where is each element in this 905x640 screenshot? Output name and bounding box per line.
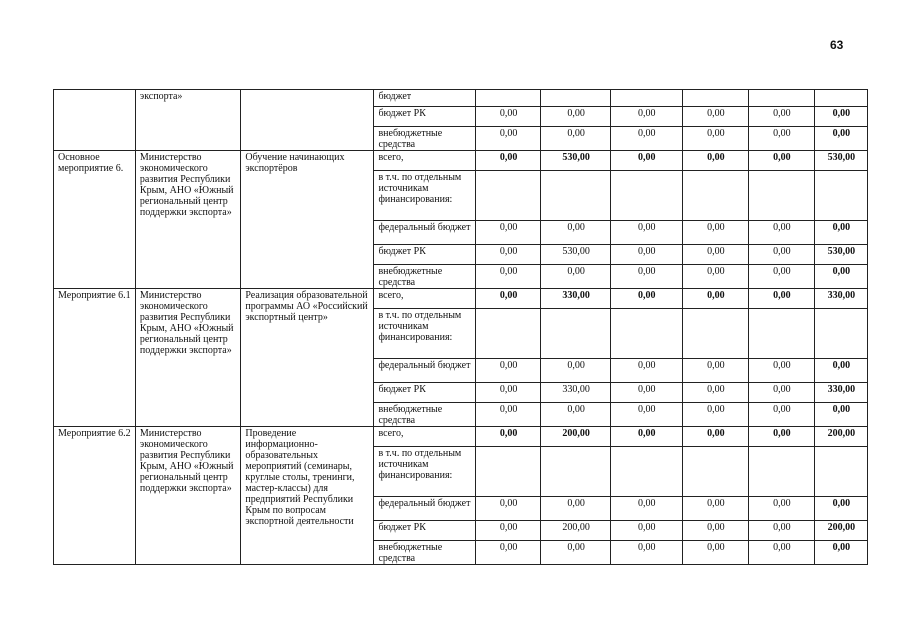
title-cell: Проведение информационно-образовательных мероприятий (семинары, круглые столы, тренинги, мастер-классы) для предприятий Республики Крым по вопросам экспортной деятельности (241, 427, 374, 565)
value-cell: 0,00 (610, 359, 682, 383)
total-cell: 0,00 (814, 359, 867, 383)
executor-cell: Министерство экономического развития Республики Крым, АНО «Южный региональный центр поддержки экспорта» (135, 151, 240, 289)
source-cell: внебюджетные средства (374, 127, 475, 151)
value-cell: 0,00 (475, 521, 541, 541)
value-cell (749, 171, 815, 221)
value-cell (682, 309, 749, 359)
value-cell: 0,00 (541, 265, 611, 289)
title-cell (241, 90, 374, 151)
value-cell (610, 309, 682, 359)
value-cell: 0,00 (475, 151, 541, 171)
value-cell: 0,00 (749, 107, 815, 127)
value-cell: 0,00 (682, 107, 749, 127)
total-cell: 330,00 (814, 383, 867, 403)
value-cell: 0,00 (610, 127, 682, 151)
value-cell (541, 309, 611, 359)
value-cell: 0,00 (682, 383, 749, 403)
source-cell: всего, (374, 427, 475, 447)
total-cell: 0,00 (814, 107, 867, 127)
value-cell: 0,00 (475, 403, 541, 427)
source-cell: бюджет РК (374, 107, 475, 127)
total-cell: 200,00 (814, 521, 867, 541)
total-cell (814, 447, 867, 497)
value-cell: 0,00 (610, 107, 682, 127)
total-cell: 0,00 (814, 127, 867, 151)
value-cell: 0,00 (682, 221, 749, 245)
financing-table (53, 89, 868, 565)
value-cell (749, 309, 815, 359)
value-cell: 0,00 (610, 151, 682, 171)
title-cell: Реализация образовательной программы АО «Российский экспортный центр» (241, 289, 374, 427)
value-cell: 0,00 (541, 127, 611, 151)
value-cell: 0,00 (475, 107, 541, 127)
total-cell (814, 90, 867, 107)
executor-text: экспорта» (139, 91, 183, 102)
total-cell (814, 171, 867, 221)
value-cell: 0,00 (610, 383, 682, 403)
value-cell: 0,00 (682, 541, 749, 565)
value-cell: 0,00 (682, 265, 749, 289)
table-body (54, 90, 868, 565)
measure-cell (54, 90, 136, 151)
value-cell (610, 447, 682, 497)
value-cell: 330,00 (541, 383, 611, 403)
total-cell: 0,00 (814, 541, 867, 565)
value-cell (749, 447, 815, 497)
value-cell: 0,00 (749, 289, 815, 309)
value-cell: 0,00 (475, 427, 541, 447)
value-cell: 0,00 (749, 541, 815, 565)
value-cell: 0,00 (749, 151, 815, 171)
table-row (54, 289, 868, 309)
source-cell: в т.ч. по отдельным источникам финансирования: (374, 447, 475, 497)
value-cell (475, 447, 541, 497)
measure-cell: Мероприятие 6.1 (54, 289, 136, 427)
value-cell (682, 447, 749, 497)
value-cell: 0,00 (475, 497, 541, 521)
measure-cell: Мероприятие 6.2 (54, 427, 136, 565)
value-cell: 0,00 (541, 403, 611, 427)
value-cell: 0,00 (682, 427, 749, 447)
value-cell: 0,00 (475, 541, 541, 565)
value-cell: 0,00 (610, 265, 682, 289)
table-row (54, 90, 868, 107)
source-cell: федеральный бюджет (374, 359, 475, 383)
value-cell (610, 171, 682, 221)
value-cell: 0,00 (541, 497, 611, 521)
value-cell (682, 171, 749, 221)
value-cell: 0,00 (749, 403, 815, 427)
measure-cell: Основное мероприятие 6. (54, 151, 136, 289)
value-cell: 0,00 (682, 151, 749, 171)
total-cell: 530,00 (814, 151, 867, 171)
value-cell: 0,00 (749, 383, 815, 403)
value-cell: 0,00 (541, 221, 611, 245)
value-cell: 0,00 (749, 127, 815, 151)
value-cell: 530,00 (541, 151, 611, 171)
value-cell: 0,00 (610, 289, 682, 309)
total-cell: 0,00 (814, 403, 867, 427)
executor-cell: Министерство экономического развития Республики Крым, АНО «Южный региональный центр поддержки экспорта» (135, 289, 240, 427)
value-cell: 0,00 (475, 265, 541, 289)
total-cell (814, 309, 867, 359)
value-cell: 0,00 (475, 127, 541, 151)
value-cell: 0,00 (541, 107, 611, 127)
value-cell: 0,00 (610, 403, 682, 427)
value-cell (475, 90, 541, 107)
value-cell: 0,00 (749, 245, 815, 265)
source-cell: бюджет (374, 90, 475, 107)
value-cell: 0,00 (682, 359, 749, 383)
page-number: 63 (830, 38, 844, 52)
value-cell: 330,00 (541, 289, 611, 309)
value-cell: 0,00 (749, 427, 815, 447)
value-cell: 0,00 (682, 497, 749, 521)
value-cell: 0,00 (610, 245, 682, 265)
value-cell: 0,00 (475, 289, 541, 309)
value-cell: 0,00 (682, 403, 749, 427)
table-row (54, 427, 868, 447)
value-cell (541, 447, 611, 497)
value-cell: 200,00 (541, 427, 611, 447)
source-cell: внебюджетные средства (374, 265, 475, 289)
executor-cell (135, 90, 240, 151)
source-cell: всего, (374, 151, 475, 171)
value-cell: 0,00 (610, 497, 682, 521)
value-cell: 0,00 (610, 427, 682, 447)
value-cell (682, 90, 749, 107)
value-cell: 0,00 (749, 265, 815, 289)
total-cell: 0,00 (814, 221, 867, 245)
value-cell: 0,00 (475, 359, 541, 383)
source-cell: внебюджетные средства (374, 403, 475, 427)
value-cell: 530,00 (541, 245, 611, 265)
source-cell: федеральный бюджет (374, 221, 475, 245)
value-cell: 0,00 (682, 127, 749, 151)
source-cell: внебюджетные средства (374, 541, 475, 565)
value-cell: 0,00 (541, 541, 611, 565)
value-cell: 0,00 (749, 359, 815, 383)
source-cell: бюджет РК (374, 521, 475, 541)
value-cell: 0,00 (749, 497, 815, 521)
value-cell (475, 309, 541, 359)
total-cell: 200,00 (814, 427, 867, 447)
total-cell: 0,00 (814, 497, 867, 521)
source-cell: бюджет РК (374, 383, 475, 403)
value-cell: 0,00 (475, 221, 541, 245)
value-cell: 0,00 (610, 541, 682, 565)
total-cell: 330,00 (814, 289, 867, 309)
source-cell: бюджет РК (374, 245, 475, 265)
value-cell (541, 90, 611, 107)
value-cell (610, 90, 682, 107)
value-cell: 0,00 (682, 245, 749, 265)
value-cell: 0,00 (682, 521, 749, 541)
value-cell: 0,00 (682, 289, 749, 309)
value-cell: 0,00 (475, 245, 541, 265)
value-cell: 0,00 (610, 221, 682, 245)
total-cell: 0,00 (814, 265, 867, 289)
source-cell: всего, (374, 289, 475, 309)
value-cell: 200,00 (541, 521, 611, 541)
table-row (54, 151, 868, 171)
value-cell: 0,00 (749, 221, 815, 245)
value-cell: 0,00 (610, 521, 682, 541)
title-cell: Обучение начинающих экспортёров (241, 151, 374, 289)
source-cell: в т.ч. по отдельным источникам финансирования: (374, 309, 475, 359)
value-cell: 0,00 (475, 383, 541, 403)
total-cell: 530,00 (814, 245, 867, 265)
source-cell: в т.ч. по отдельным источникам финансирования: (374, 171, 475, 221)
value-cell (541, 171, 611, 221)
value-cell (749, 90, 815, 107)
value-cell (475, 171, 541, 221)
executor-cell: Министерство экономического развития Республики Крым, АНО «Южный региональный центр поддержки экспорта» (135, 427, 240, 565)
source-cell: федеральный бюджет (374, 497, 475, 521)
value-cell: 0,00 (749, 521, 815, 541)
value-cell: 0,00 (541, 359, 611, 383)
